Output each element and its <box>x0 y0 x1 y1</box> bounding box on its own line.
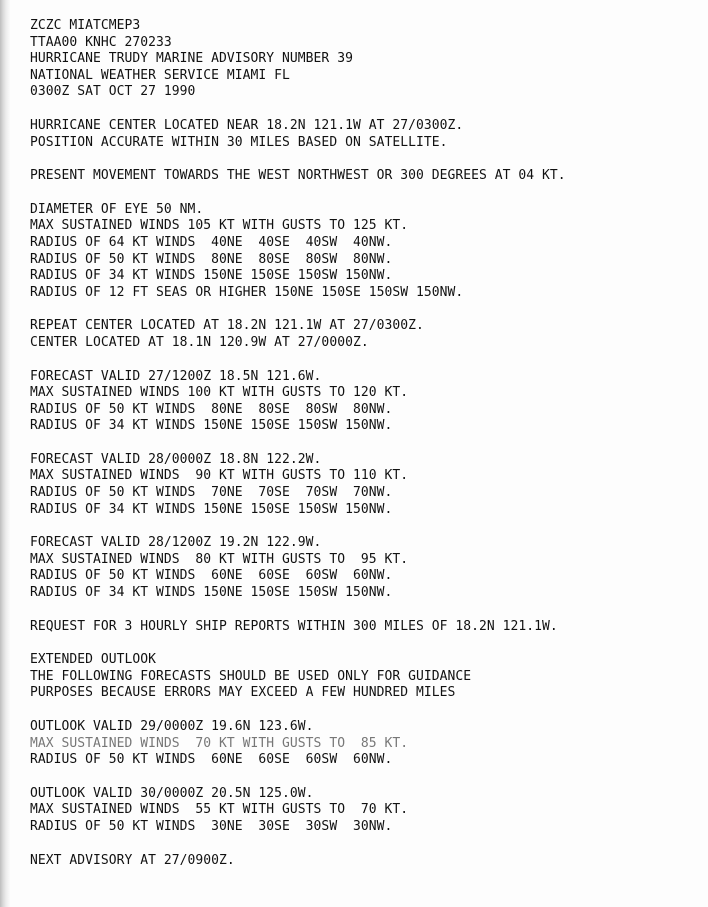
blank-line <box>30 769 706 786</box>
ship-report-request: REQUEST FOR 3 HOURLY SHIP REPORTS WITHIN 300 MILES OF 18.2N 121.1W. <box>30 618 558 634</box>
blank-line <box>30 602 706 619</box>
outlook2-line-1: OUTLOOK VALID 30/0000Z 20.5N 125.0W. <box>30 785 314 801</box>
current-line-5: RADIUS OF 34 KT WINDS 150NE 150SE 150SW 150NW. <box>30 268 393 284</box>
forecast2-line-3: RADIUS OF 50 KT WINDS 70NE 70SE 70SW 70NW. <box>30 485 393 501</box>
extended-line-2: THE FOLLOWING FORECASTS SHOULD BE USED ONLY FOR GUIDANCE <box>30 668 472 684</box>
issuing-office: NATIONAL WEATHER SERVICE MIAMI FL <box>30 67 290 83</box>
repeat-block <box>30 318 706 351</box>
header-block <box>30 18 706 101</box>
forecast1-line-1: FORECAST VALID 27/1200Z 18.5N 121.6W. <box>30 368 322 384</box>
repeat-line-1: REPEAT CENTER LOCATED AT 18.2N 121.1W AT 27/0300Z. <box>30 318 424 334</box>
header-line-1: ZCZC MIATCMEP3 <box>30 18 141 33</box>
current-line-6: RADIUS OF 12 FT SEAS OR HIGHER 150NE 150SE 150SW 150NW. <box>30 284 464 300</box>
advisory-text <box>30 18 706 869</box>
forecast3-line-1: FORECAST VALID 28/1200Z 19.2N 122.9W. <box>30 535 322 551</box>
forecast2-line-1: FORECAST VALID 28/0000Z 18.8N 122.2W. <box>30 451 322 467</box>
blank-line <box>30 352 706 369</box>
blank-line <box>30 151 706 168</box>
forecast2-line-2: MAX SUSTAINED WINDS 90 KT WITH GUSTS TO 110 KT. <box>30 468 409 484</box>
current-line-2: MAX SUSTAINED WINDS 105 KT WITH GUSTS TO 125 KT. <box>30 218 409 234</box>
blank-line <box>30 185 706 202</box>
extended-line-3: PURPOSES BECAUSE ERRORS MAY EXCEED A FEW HUNDRED MILES <box>30 685 456 701</box>
current-conditions-block <box>30 202 706 302</box>
header-line-2: TTAA00 KNHC 270233 <box>30 34 172 50</box>
extended-line-1: EXTENDED OUTLOOK <box>30 652 157 668</box>
forecast2-line-4: RADIUS OF 34 KT WINDS 150NE 150SE 150SW 150NW. <box>30 501 393 517</box>
page-left-edge-shadow <box>0 0 10 907</box>
blank-line <box>30 836 706 853</box>
forecast1-line-4: RADIUS OF 34 KT WINDS 150NE 150SE 150SW 150NW. <box>30 418 393 434</box>
outlook-block-1 <box>30 719 706 769</box>
forecast1-line-2: MAX SUSTAINED WINDS 100 KT WITH GUSTS TO 120 KT. <box>30 385 409 401</box>
extended-outlook-block <box>30 652 706 702</box>
current-line-3: RADIUS OF 64 KT WINDS 40NE 40SE 40SW 40NW. <box>30 234 393 250</box>
blank-line <box>30 635 706 652</box>
blank-line <box>30 101 706 118</box>
outlook1-line-3: RADIUS OF 50 KT WINDS 60NE 60SE 60SW 60NW. <box>30 752 393 768</box>
forecast3-line-3: RADIUS OF 50 KT WINDS 60NE 60SE 60SW 60NW. <box>30 568 393 584</box>
outlook1-line-2: MAX SUSTAINED WINDS 70 KT WITH GUSTS TO 85 KT. <box>30 735 409 751</box>
blank-line <box>30 435 706 452</box>
next-advisory: NEXT ADVISORY AT 27/0900Z. <box>30 852 235 868</box>
blank-line <box>30 518 706 535</box>
blank-line <box>30 702 706 719</box>
forecast-block-2 <box>30 452 706 518</box>
forecast-block-3 <box>30 535 706 601</box>
issue-time: 0300Z SAT OCT 27 1990 <box>30 84 196 100</box>
outlook2-line-2: MAX SUSTAINED WINDS 55 KT WITH GUSTS TO 70 KT. <box>30 802 409 818</box>
center-line-1: HURRICANE CENTER LOCATED NEAR 18.2N 121.1W AT 27/0300Z. <box>30 117 464 133</box>
center-line-2: POSITION ACCURATE WITHIN 30 MILES BASED ON SATELLITE. <box>30 134 448 150</box>
advisory-title: HURRICANE TRUDY MARINE ADVISORY NUMBER 39 <box>30 51 353 67</box>
movement-line: PRESENT MOVEMENT TOWARDS THE WEST NORTHWEST OR 300 DEGREES AT 04 KT. <box>30 168 566 184</box>
current-line-1: DIAMETER OF EYE 50 NM. <box>30 201 204 217</box>
outlook-block-2 <box>30 786 706 836</box>
repeat-line-2: CENTER LOCATED AT 18.1N 120.9W AT 27/0000Z. <box>30 334 369 350</box>
forecast3-line-4: RADIUS OF 34 KT WINDS 150NE 150SE 150SW 150NW. <box>30 585 393 601</box>
outlook1-line-1: OUTLOOK VALID 29/0000Z 19.6N 123.6W. <box>30 719 314 734</box>
current-line-4: RADIUS OF 50 KT WINDS 80NE 80SE 80SW 80NW. <box>30 251 393 267</box>
outlook2-line-3: RADIUS OF 50 KT WINDS 30NE 30SE 30SW 30NW. <box>30 818 393 834</box>
forecast1-line-3: RADIUS OF 50 KT WINDS 80NE 80SE 80SW 80NW. <box>30 401 393 417</box>
blank-line <box>30 301 706 318</box>
center-block <box>30 118 706 151</box>
forecast3-line-2: MAX SUSTAINED WINDS 80 KT WITH GUSTS TO 95 KT. <box>30 551 409 567</box>
forecast-block-1 <box>30 369 706 435</box>
